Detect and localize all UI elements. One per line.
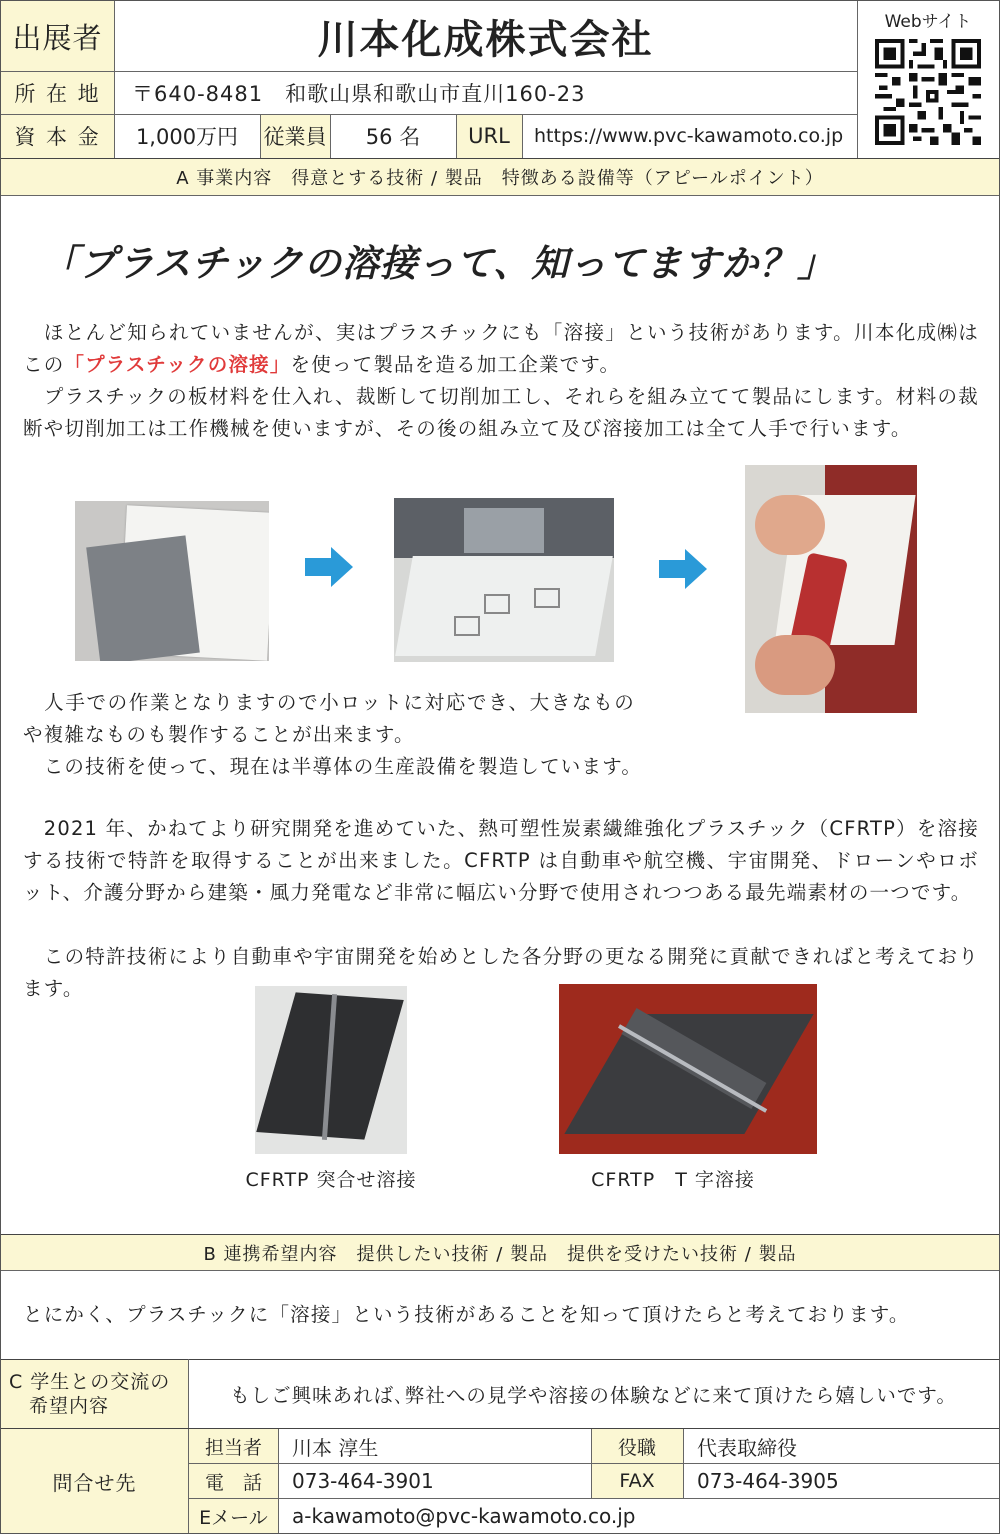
arrow-right-icon [659,549,707,589]
intro-text: ほとんど知られていませんが、実はプラスチックにも「溶接」という技術があります。川本化成㈱はこの [23,321,979,376]
intro-highlight: 「プラスチックの溶接」 [64,353,291,376]
paragraph-small-lot: 人手での作業となりますので小ロットに対応でき、大きなものや複雑なものも製作することが出来ます。 [23,691,635,746]
website-label: Webサイト [884,12,972,32]
photo-plastic-sheets [75,501,269,661]
headline: 「プラスチックの溶接って、知ってますか？」 [41,242,836,285]
person-label: 担当者 [189,1429,278,1463]
caption-t-weld: CFRTP T 字溶接 [591,1169,755,1191]
contact-label: 問合せ先 [1,1429,188,1533]
role-label: 役職 [591,1429,683,1463]
phone-label: 電 話 [189,1464,278,1498]
section-b-text: とにかく、プラスチックに「溶接」という技術があることを知って頂けたらと考えております。 [23,1303,910,1326]
url-link[interactable]: https://www.pvc-kawamoto.co.jp [534,125,844,147]
section-b-title: B 連携希望内容 提供したい技術 / 製品 提供を受けたい技術 / 製品 [1,1235,999,1270]
arrow-right-icon [305,547,353,587]
photo-cnc-machining [394,498,614,662]
exhibitor-label: 出展者 [1,1,114,71]
fax-label: FAX [591,1464,683,1498]
address: 〒640-8481 和歌山県和歌山市直川160-23 [132,81,586,106]
paragraph-intro [23,317,979,381]
address-label: 所 在 地 [1,71,114,114]
section-c-label [1,1360,188,1428]
qr-code-icon[interactable] [875,39,981,145]
photo-cfrtp-t-weld [559,984,817,1154]
url-label: URL [456,114,522,158]
role: 代表取締役 [697,1435,797,1460]
paragraph-patent: この特許技術により自動車や宇宙開発を始めとした各分野の更なる開発に貢献できればと考えております。 [23,945,979,1000]
paragraph-process: プラスチックの板材料を仕入れ、裁断して切削加工し、それらを組み立てて製品にします。材料の裁断や切削加工は工作機械を使いますが、その後の組み立て及び溶接加工は全て人手で行います。 [23,385,979,440]
section-a-title: A 事業内容 得意とする技術 / 製品 特徴ある設備等（アピールポイント） [1,159,999,195]
photo-cfrtp-butt-weld [255,986,407,1154]
person-name: 川本 淳生 [292,1435,379,1460]
phone[interactable]: 073-464-3901 [292,1469,434,1493]
paragraph-semiconductor: この技術を使って、現在は半導体の生産設備を製造しています。 [23,755,643,778]
employees-label: 従業員 [260,114,330,158]
employees: 56 名 [365,125,421,149]
section-c-label-line2: 希望内容 [29,1395,110,1417]
fax: 073-464-3905 [697,1469,839,1493]
email-label: Eメール [189,1499,278,1533]
section-c-label-line1: C 学生との交流の [9,1371,171,1393]
company-name: 川本化成株式会社 [317,16,654,63]
section-c-text: もしご興味あれば､弊社への見学や溶接の体験などに来て頂けたら嬉しいです。 [230,1384,957,1407]
intro-text-end: を使って製品を造る加工企業です。 [290,353,621,376]
capital-label: 資 本 金 [1,114,114,158]
paragraph-cfrtp: 2021 年、かねてより研究開発を進めていた、熱可塑性炭素繊維強化プラスチック（CFRTP）を溶接する技術で特許を取得することが出来ました。CFRTP は自動車や航空機、宇宙開発、ドローンやロボット、介護分野から建築・風力発電など非常に幅広い分野で使用されつつある最先端素材の一つです。 [23,817,979,904]
caption-butt-weld: CFRTP 突合せ溶接 [245,1169,417,1191]
website-box [857,1,999,158]
photo-hand-welding [745,465,917,713]
email[interactable]: a-kawamoto@pvc-kawamoto.co.jp [292,1504,636,1528]
capital: 1,000万円 [135,125,239,149]
